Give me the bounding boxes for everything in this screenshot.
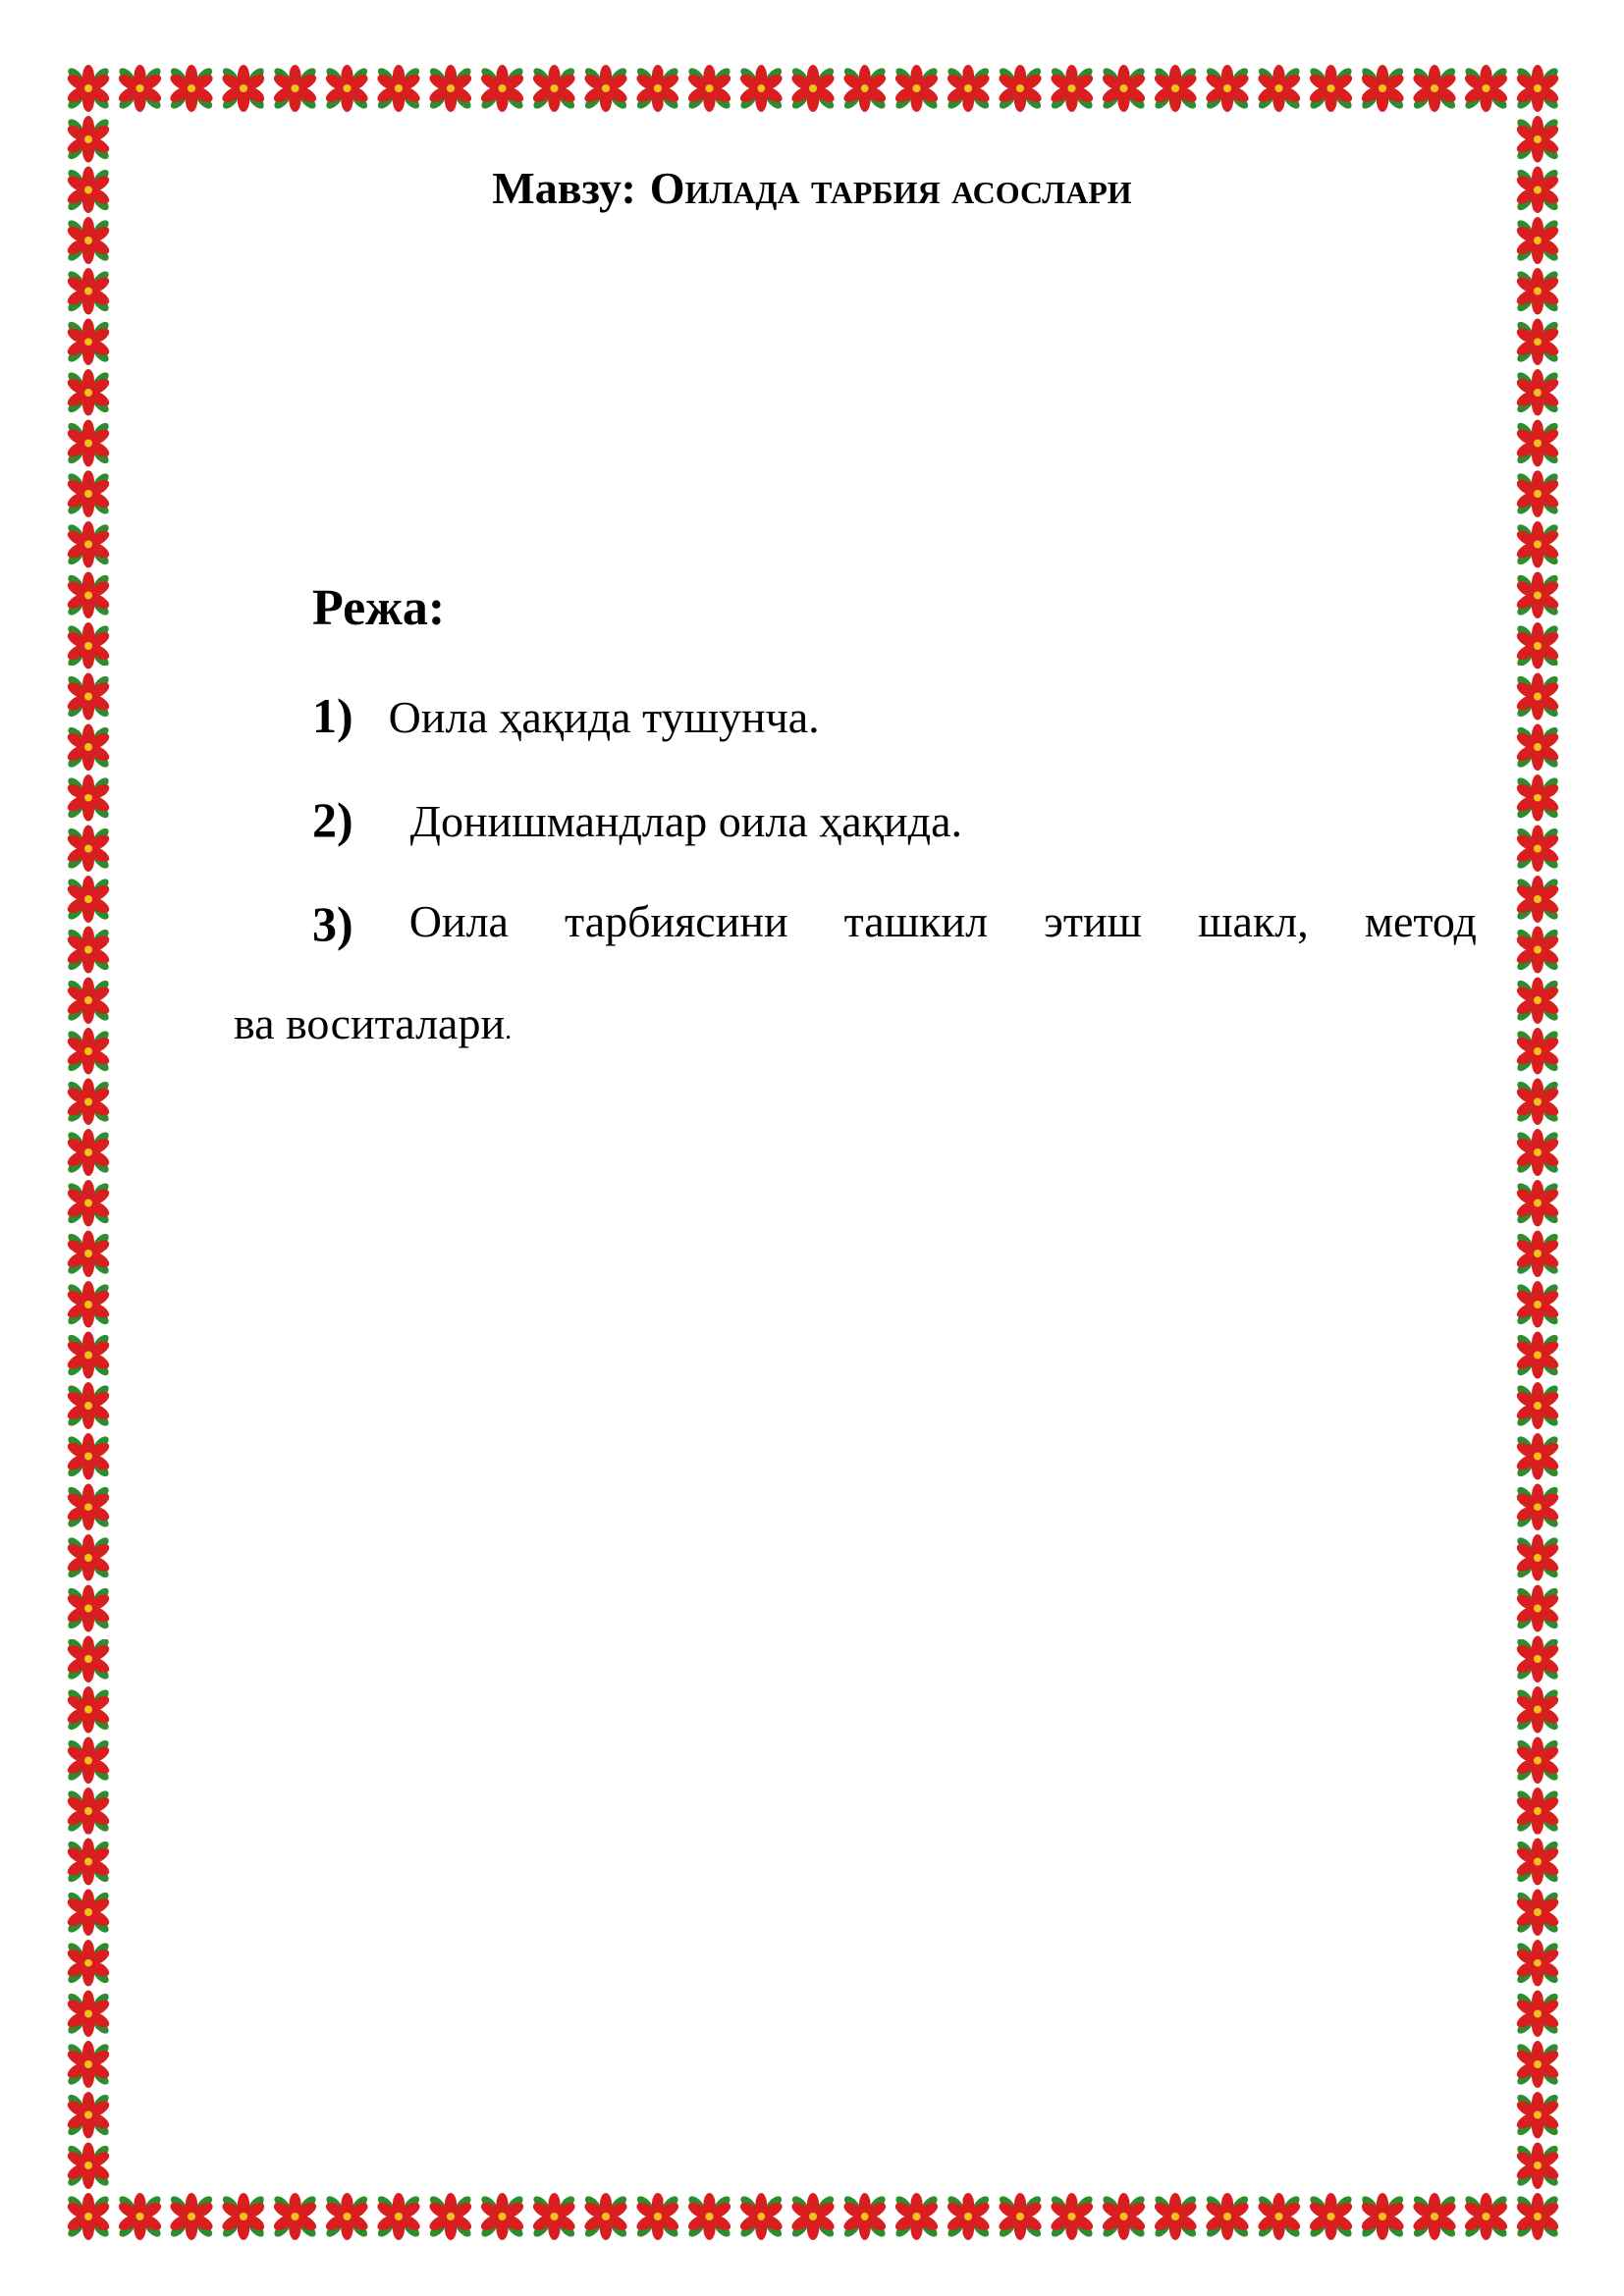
plan-item-3-continuation	[234, 997, 512, 1049]
poinsettia-border	[63, 63, 1563, 2242]
plan-item-period: .	[505, 1015, 513, 1045]
plan-item-word: метод	[1364, 896, 1477, 946]
plan-item-text: ва воситалари	[234, 998, 506, 1048]
plan-heading: Режа:	[312, 580, 446, 636]
plan-item-word: тарбиясини	[565, 896, 788, 946]
plan-item-number: 3)	[312, 896, 353, 951]
title-topic: Оилада тарбия асослари	[649, 163, 1132, 213]
plan-item-1	[312, 687, 820, 744]
page-title	[0, 162, 1624, 214]
plan-item-3	[312, 895, 1477, 952]
plan-item-word: этиш	[1044, 896, 1143, 946]
plan-item-2	[312, 791, 962, 848]
plan-item-word: шакл,	[1198, 896, 1309, 946]
plan-item-number: 2)	[312, 792, 353, 847]
title-label: Мавзу:	[492, 163, 636, 213]
plan-item-word: Оила	[408, 896, 509, 946]
plan-item-number: 1)	[312, 688, 353, 743]
plan-item-word: ташкил	[843, 896, 989, 946]
plan-item-text: Донишмандлар оила ҳақида.	[409, 796, 962, 846]
plan-item-text: Оила ҳақида тушунча.	[388, 692, 820, 742]
